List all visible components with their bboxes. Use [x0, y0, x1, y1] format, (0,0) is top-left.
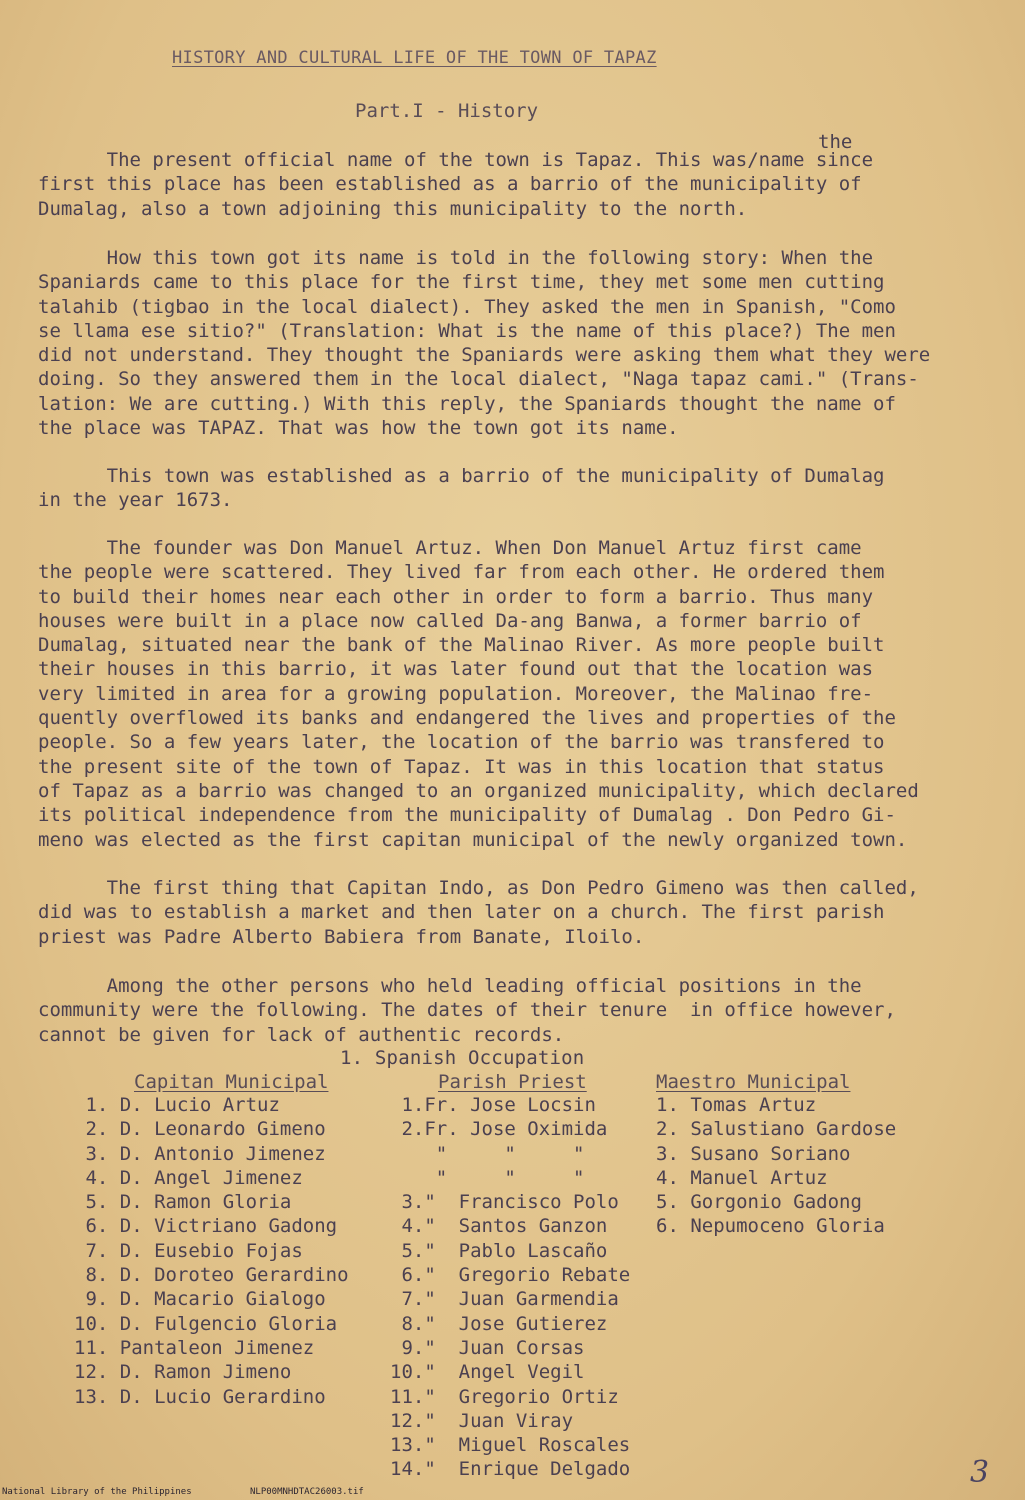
text-line: This town was established as a barrio of the municipality of Dumalag	[38, 465, 885, 487]
footer-filename: NLP00MNHDTAC26003.tif	[250, 1487, 364, 1497]
text-line: people. So a few years later, the location of the barrio was transfered to	[38, 731, 885, 754]
page-number: 3	[970, 1455, 990, 1490]
list-item: 6. Nepumoceno Gloria	[656, 1215, 885, 1238]
text-line: community were the following. The dates of their tenure in office however,	[38, 999, 896, 1022]
list-item: 3. D. Antonio Jimenez	[74, 1142, 326, 1165]
text-line: to build their homes near each other in order to form a barrio. Thus many	[38, 585, 874, 608]
list-item: 7." Juan Garmendia	[390, 1288, 619, 1311]
list-item: 3." Francisco Polo	[390, 1191, 619, 1214]
list-item: 9." Juan Corsas	[390, 1336, 585, 1359]
text-line: The founder was Don Manuel Artuz. When Don Manuel Artuz first came	[38, 537, 862, 559]
list-item: 11." Gregorio Ortiz	[390, 1385, 619, 1408]
list-item: 13." Miguel Roscales	[390, 1434, 631, 1457]
document-subtitle: Part.I - History	[355, 100, 539, 122]
text-line: the people were scattered. They lived far from each other. He ordered them	[38, 561, 885, 584]
list-item: 4. D. Angel Jimenez	[74, 1166, 303, 1189]
text-line: cannot be given for lack of authentic records.	[38, 1023, 565, 1046]
list-item: 9. D. Macario Gialogo	[74, 1288, 326, 1311]
column-heading: Parish Priest	[438, 1071, 587, 1093]
text-line: did not understand. They thought the Spaniards were asking them what they were	[38, 344, 931, 367]
list-item: 5. Gorgonio Gadong	[656, 1191, 862, 1214]
text-line: the present site of the town of Tapaz. It was in this location that status	[38, 755, 885, 778]
list-item: 3. Susano Soriano	[656, 1142, 851, 1165]
text-line: priest was Padre Alberto Babiera from Banate, Iloilo.	[38, 925, 645, 948]
text-line: The first thing that Capitan Indo, as Don Pedro Gimeno was then called,	[38, 877, 919, 899]
parish-priest-column	[390, 1071, 630, 1482]
text-line: their houses in this barrio, it was later found out that the location was	[38, 658, 874, 681]
list-item: 10." Angel Vegil	[390, 1361, 585, 1384]
inserted-word: the	[818, 131, 853, 153]
text-line: quently overflowed its banks and endangered the lives and properties of the	[38, 707, 896, 730]
document-title: HISTORY AND CULTURAL LIFE OF THE TOWN OF TAPAZ	[172, 48, 657, 68]
column-heading: Maestro Municipal	[656, 1071, 851, 1093]
text-line: its political independence from the municipality of Dumalag . Don Pedro Gi-	[38, 804, 896, 827]
column-heading: Capitan Municipal	[134, 1071, 329, 1093]
list-item: 2. D. Leonardo Gimeno	[74, 1118, 326, 1141]
list-item: 14." Enrique Delgado	[390, 1458, 631, 1481]
text-line: The present official name of the town is Tapaz. This was/name since	[38, 149, 874, 171]
text-line: very limited in area for a growing population. Moreover, the Malinao fre-	[38, 682, 874, 705]
list-item: 12. D. Ramon Jimeno	[74, 1361, 292, 1384]
paragraph-official-name	[38, 148, 988, 221]
list-item: 1. D. Lucio Artuz	[74, 1094, 280, 1116]
list-item: 2. Salustiano Gardose	[656, 1118, 897, 1141]
paragraph-established	[38, 464, 988, 513]
list-item: 4. Manuel Artuz	[656, 1166, 828, 1189]
list-item: " " "	[390, 1166, 585, 1189]
list-item: 5. D. Ramon Gloria	[74, 1191, 292, 1214]
text-line: first this place has been established as a barrio of the municipality of	[38, 173, 862, 196]
list-item: 6. D. Victriano Gadong	[74, 1215, 338, 1238]
list-item: 5." Pablo Lascaño	[390, 1239, 608, 1262]
text-line: How this town got its name is told in the following story: When the	[38, 247, 874, 269]
maestro-municipal-column	[656, 1071, 896, 1239]
paragraph-other-persons	[38, 974, 988, 1047]
text-line: Spaniards came to this place for the first time, they met some men cutting	[38, 271, 885, 294]
list-item: 6." Gregorio Rebate	[390, 1264, 631, 1287]
list-item: 8." Jose Gutierez	[390, 1312, 608, 1335]
list-item: 7. D. Eusebio Fojas	[74, 1239, 303, 1262]
capitan-municipal-column	[74, 1071, 349, 1409]
list-item: 12." Juan Viray	[390, 1409, 574, 1432]
list-item: 2.Fr. Jose Oximida	[390, 1118, 608, 1141]
footer-library: National Library of the Philippines	[2, 1487, 192, 1497]
text-line: Among the other persons who held leading official positions in the	[38, 975, 862, 997]
list-item: 1.Fr. Jose Locsin	[390, 1094, 596, 1116]
text-line: houses were built in a place now called Da-ang Banwa, a former barrio of	[38, 609, 862, 632]
list-item: " " "	[390, 1142, 585, 1165]
text-line: Dumalag, also a town adjoining this municipality to the north.	[38, 197, 748, 220]
text-line: lation: We are cutting.) With this reply, the Spaniards thought the name of	[38, 392, 896, 415]
list-item: 10. D. Fulgencio Gloria	[74, 1312, 338, 1335]
text-line: meno was elected as the first capitan municipal of the newly organized town.	[38, 828, 908, 851]
list-item: 11. Pantaleon Jimenez	[74, 1336, 315, 1359]
text-line: the place was TAPAZ. That was how the town got its name.	[38, 417, 679, 440]
text-line: of Tapaz as a barrio was changed to an organized municipality, which declared	[38, 779, 919, 802]
list-item: 4." Santos Ganzon	[390, 1215, 608, 1238]
paragraph-capitan-indo	[38, 876, 988, 949]
text-line: in the year 1673.	[38, 489, 233, 512]
text-line: did was to establish a market and then later on a church. The first parish	[38, 901, 885, 924]
list-item: 1. Tomas Artuz	[656, 1094, 817, 1116]
text-line: se llama ese sitio?" (Translation: What is the name of this place?) The men	[38, 319, 896, 342]
list-item: 8. D. Doroteo Gerardino	[74, 1264, 349, 1287]
text-line: Dumalag, situated near the bank of the Malinao River. As more people built	[38, 634, 885, 657]
text-line: talahib (tigbao in the local dialect). They asked the men in Spanish, "Como	[38, 295, 896, 318]
list-item: 13. D. Lucio Gerardino	[74, 1385, 326, 1408]
paragraph-name-origin	[38, 246, 988, 440]
paragraph-founder	[38, 536, 988, 852]
section-heading: 1. Spanish Occupation	[340, 1047, 585, 1069]
text-line: doing. So they answered them in the local dialect, "Naga tapaz cami." (Trans-	[38, 368, 919, 391]
